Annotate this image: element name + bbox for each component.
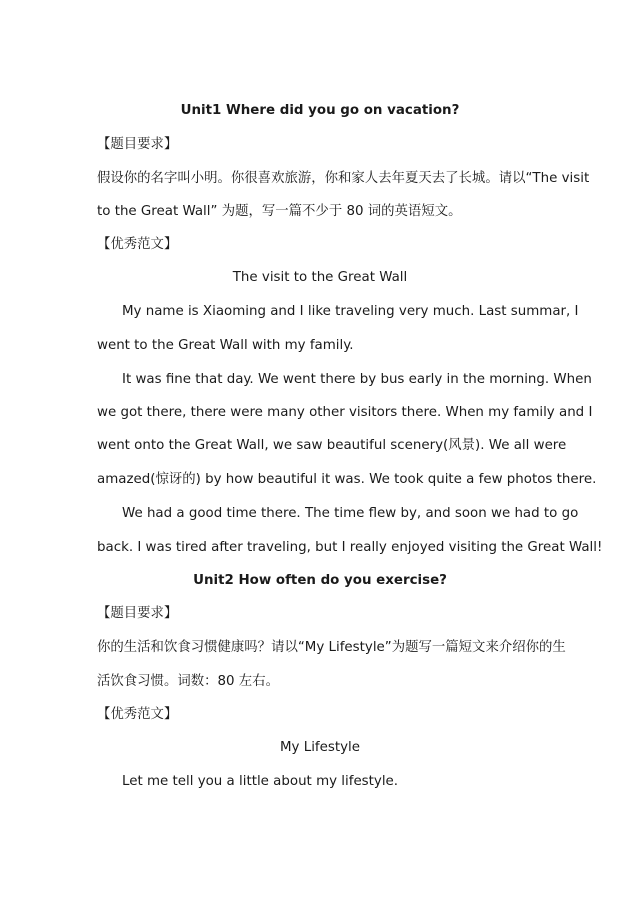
- unit2-essay-line: Let me tell you a little about my lifestyle.: [122, 774, 399, 789]
- unit1-essay-title: The visit to the Great Wall: [232, 270, 408, 285]
- unit2-requirement-label: 【题目要求】: [97, 606, 178, 621]
- unit1-essay-line: back. I was tired after traveling, but I really enjoyed visiting the Great Wall!: [97, 540, 603, 555]
- unit1-essay-line: It was fine that day. We went there by bus early in the morning. When: [122, 372, 592, 387]
- unit2-sample-label: 【优秀范文】: [97, 707, 178, 722]
- unit1-essay-line: We had a good time there. The time flew by, and soon we had to go: [122, 506, 579, 521]
- unit2-heading: Unit2 How often do you exercise?: [193, 573, 447, 588]
- unit1-essay-line: we got there, there were many other visitors there. When my family and I: [97, 405, 593, 420]
- unit1-requirement-text: 假设你的名字叫小明。你很喜欢旅游，你和家人去年夏天去了长城。请以“The visit: [97, 171, 590, 186]
- unit2-requirement-text: 你的生活和饮食习惯健康吗？请以“My Lifestyle”为题写一篇短文来介绍你的生: [97, 640, 566, 655]
- unit1-requirement-label: 【题目要求】: [97, 137, 178, 152]
- unit1-essay-line: amazed(惊讶的) by how beautiful it was. We took quite a few photos there.: [97, 472, 597, 487]
- unit1-essay-line: My name is Xiaoming and I like traveling very much. Last summar, I: [122, 304, 579, 319]
- unit1-heading: Unit1 Where did you go on vacation?: [180, 103, 460, 118]
- unit1-essay-line: went to the Great Wall with my family.: [97, 338, 354, 353]
- unit2-essay-title: My Lifestyle: [280, 740, 360, 755]
- unit1-requirement-text: to the Great Wall” 为题，写一篇不少于 80 词的英语短文。: [97, 204, 462, 219]
- unit1-sample-label: 【优秀范文】: [97, 237, 178, 252]
- unit2-requirement-text: 活饮食习惯。词数：80 左右。: [97, 674, 279, 689]
- unit1-essay-line: went onto the Great Wall, we saw beautiful scenery(风景). We all were: [97, 438, 567, 453]
